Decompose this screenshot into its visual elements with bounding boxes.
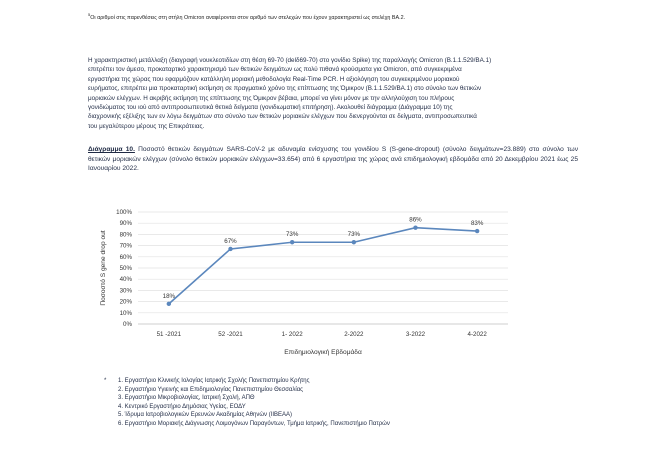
data-point <box>413 225 417 229</box>
paragraph-line: ευρήματος, επιτρέπει μια προκαταρτική εκτίμηση σε πραγματικό χρόνο της επίπτωσης της Όμικρον (Β.1.1.529/ΒΑ.1) στο σύνολο των θετικών <box>88 85 482 93</box>
paragraph-line: Η χαρακτηριστική μετάλλαξη (διαγραφή νουκλεοτιδίων στη θέση 69-70 (delδ69-70) στο γονίδιο Spike) της παραλλαγής Omicron (Β.1.1.529/ΒΑ.1) <box>88 57 492 64</box>
paragraph-line: μοριακών ελέγχων. Η ακριβής εκτίμηση της επίπτωσης της Όμικρον βέβαια, μπορεί να γίνει μόνον με την αλληλούχιση του πλήρους <box>88 94 455 102</box>
top-footnote <box>88 12 405 21</box>
series-line <box>169 228 477 304</box>
y-tick-label: 50% <box>119 265 132 272</box>
list-item <box>104 377 390 386</box>
paragraph-line: επιτρέπει τον άμεσο, προκαταρτικό χαρακτηρισμό των θετικών δειγμάτων ως πολύ πιθανά κρούσματα για Omicron, από συγκεκριμένα <box>88 66 462 74</box>
caption-label: Διάγραμμα 10. <box>88 146 135 153</box>
paragraph-line: του μεγαλύτερου μέρους της Επικράτειας. <box>88 122 205 130</box>
footnote-marker: 5 <box>88 12 91 17</box>
lab-name: 4. Κεντρικό Εργαστήριο Δημόσιας Υγείας, ΕΟΔΥ <box>118 403 246 410</box>
y-tick-label: 30% <box>119 287 132 295</box>
x-tick-label: 52 -2021 <box>218 331 243 338</box>
list-item <box>118 420 390 429</box>
list-item <box>118 386 390 395</box>
data-point <box>290 240 294 244</box>
footnote-text: Οι αριθμοί στις παρενθέσεις στη στήλη Omicron αναφέρονται στον αριθμό των στελεχών που έχουν χαρακτηριστεί ως στελέχη ΒΑ.2. <box>90 14 406 21</box>
laboratory-list <box>104 377 390 429</box>
body-paragraph <box>88 56 578 131</box>
y-tick-label: 0% <box>123 321 132 328</box>
paragraph-line: γονιδιώματος του ιού από αντιπροσωπευτικά θετικά δείγματα (γονιδιωματική επιτήρηση). Ακολουθεί διάγραμμα (Διάγραμμα 10) της <box>88 104 453 112</box>
y-axis-title: Ποσοστό S gene drop out <box>100 230 107 306</box>
list-item <box>118 394 390 403</box>
y-tick-label: 60% <box>119 253 132 261</box>
data-label: 83% <box>470 220 484 228</box>
x-tick-label: 51 -2021 <box>156 331 182 338</box>
lab-name: 5. Ίδρυμα Ιατροβιολογικών Ερευνών Ακαδημίας Αθηνών (ΙΙΒΕΑΑ) <box>118 412 293 419</box>
data-label: 73% <box>347 231 361 239</box>
data-point <box>475 229 479 233</box>
x-axis-title: Επιδημιολογική Εβδομάδα <box>284 349 362 356</box>
y-tick-label: 80% <box>119 231 132 239</box>
data-label: 18% <box>162 292 176 300</box>
y-tick-label: 10% <box>119 309 132 317</box>
x-tick-label: 1- 2022 <box>281 331 303 338</box>
x-tick-label: 3-2022 <box>405 331 426 338</box>
lab-name: 3. Εργαστήριο Μικροβιολογίας, Ιατρική Σχολή, ΑΠΘ <box>118 395 255 402</box>
list-item <box>118 403 390 412</box>
data-label: 67% <box>224 237 237 245</box>
paragraph-line: εργαστήρια της χώρας που εφαρμόζουν κατάλληλη μοριακή μεθοδολογία Real-Time PCR. Η αξιολόγηση του συγκεκριμένου μοριακού <box>88 75 460 83</box>
data-label: 86% <box>409 216 422 224</box>
x-tick-label: 2-2022 <box>344 331 364 338</box>
y-tick-label: 90% <box>119 220 132 228</box>
data-point <box>352 240 356 244</box>
data-point <box>167 302 171 306</box>
y-tick-label: 100% <box>116 209 132 216</box>
s-gene-dropout-line-chart <box>88 190 528 368</box>
data-point <box>228 247 232 251</box>
paragraph-line: διαχρονικής εξέλιξης των εν λόγω δειγμάτων στο σύνολο των θετικών μοριακών ελέγχων που διενεργούνται σε δείγματα, αντιπροσωπευτικά <box>88 113 477 121</box>
asterisk-bullet: * <box>104 378 107 384</box>
data-label: 73% <box>285 231 299 239</box>
list-item <box>118 411 390 420</box>
x-tick-label: 4-2022 <box>467 331 487 338</box>
lab-name: 1. Εργαστήριο Κλινικής Ιολογίας Ιατρικής Σχολής Πανεπιστημίου Κρήτης <box>118 378 310 384</box>
lab-name: 6. Εργαστήριο Μοριακής Διάγνωσης Λοιμογόνων Παραγόντων, Τμήμα Ιατρικής, Πανεπιστήμιο Πατρών <box>118 420 390 427</box>
lab-name: 2. Εργαστήριο Υγιεινής και Επιδημιολογίας Πανεπιστημίου Θεσσαλίας <box>118 386 304 393</box>
y-tick-label: 40% <box>119 276 132 284</box>
y-tick-label: 70% <box>119 242 132 250</box>
figure-caption <box>88 145 578 174</box>
caption-text: Ποσοστό θετικών δειγμάτων SARS-CoV-2 με αδυναμία ενίσχυσης του γονιδίου S (S-gene-dropout) (σύνολο δειγμάτων=23.889) στο σύνολο των θετικών μοριακών ελέγχων (σύνολο θετικών μοριακών ελέγχων=33.654) από 6 εργαστήρια της χώρας ανά επιδημιολογική εβδομάδα από 20 Δεκεμβρίου 2021 έως 25 Ιανουαρίου 2022. <box>88 146 578 173</box>
y-tick-label: 20% <box>119 298 132 306</box>
